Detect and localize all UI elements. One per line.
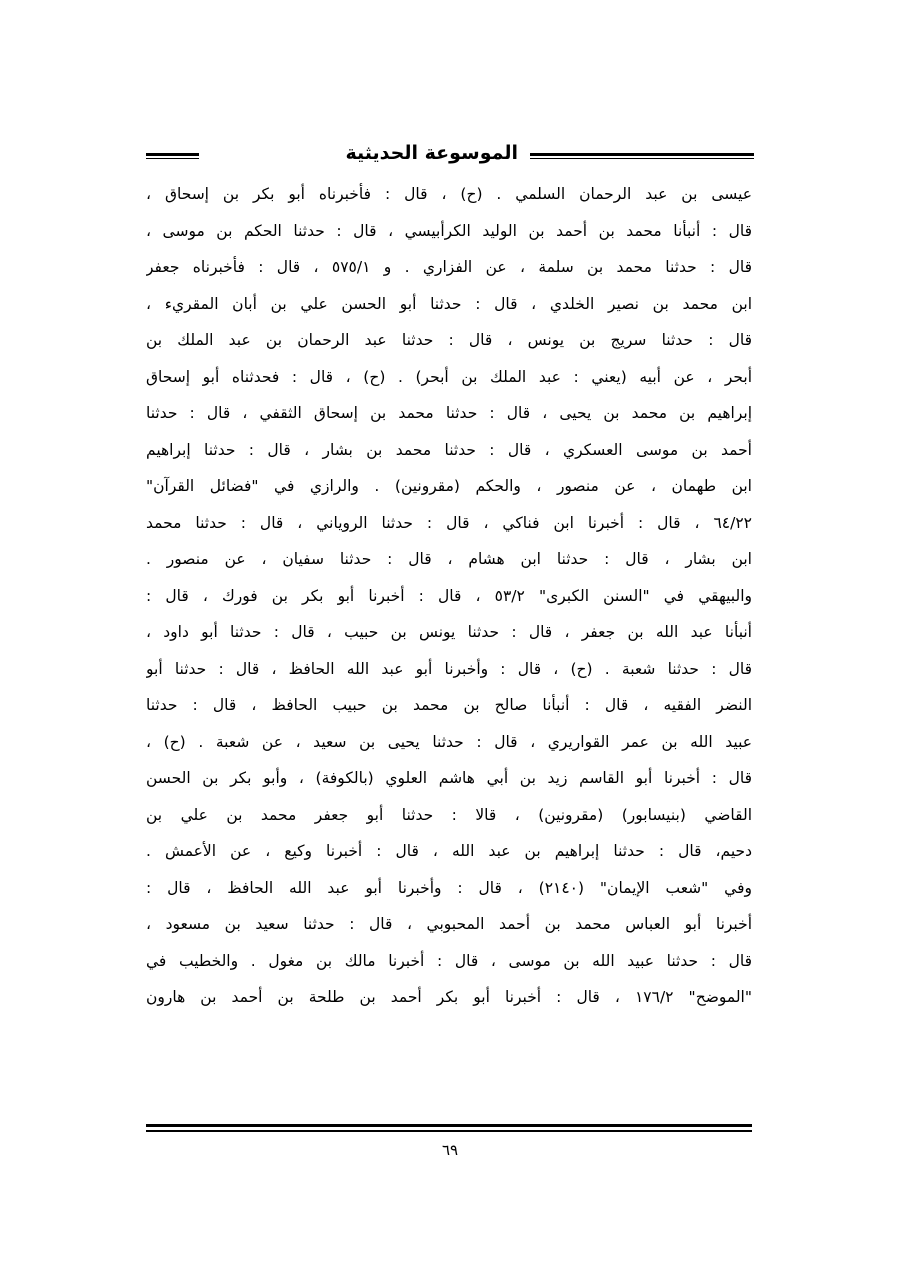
text-line: قال : أنبأنا محمد بن أحمد بن الوليد الكرأبيسي ، قال : حدثنا الحكم بن موسى ، (146, 221, 752, 240)
page-header (144, 138, 754, 174)
text-line: قال : حدثنا شعبة . (ح) ، قال : وأخبرنا أبو عبد الله الحافظ ، قال : حدثنا أبو (146, 659, 752, 678)
text-line: ابن محمد بن نصير الخلدي ، قال : حدثنا أبو الحسن علي بن أبان المقريء ، (146, 294, 752, 313)
text-line: والبيهقي في "السنن الكبرى" ٥٣/٢ ، قال : أخبرنا أبو بكر بن فورك ، قال : (146, 586, 752, 605)
page-number: ٦٩ (441, 1141, 459, 1159)
text-line: ابن بشار ، قال : حدثنا ابن هشام ، قال : حدثنا سفيان ، عن منصور . (146, 550, 752, 568)
text-line: ٦٤/٢٢ ، قال : أخبرنا ابن فناكي ، قال : حدثنا الروياني ، قال : حدثنا محمد (146, 513, 752, 532)
text-line: أخبرنا أبو العباس محمد بن أحمد المحبوبي ، قال : حدثنا سعيد بن مسعود ، (146, 915, 752, 933)
text-line: عبيد الله بن عمر القواريري ، قال : حدثنا يحيى بن سعيد ، عن شعبة . (ح) ، (146, 732, 752, 751)
text-line: أبحر ، عن أبيه (يعني : عبد الملك بن أبحر) . (ح) ، قال : فحدثناه أبو إسحاق (146, 367, 752, 386)
text-line: ابن طهمان ، عن منصور ، والحكم (مقرونين) . والرازي في "فضائل القرآن" (146, 477, 752, 495)
body-text (146, 176, 752, 1016)
text-line: قال : حدثنا محمد بن سلمة ، عن الفزاري . و ٥٧٥/١ ، قال : فأخبرناه جعفر (146, 258, 752, 276)
text-line: إبراهيم بن محمد بن يحيى ، قال : حدثنا محمد بن إسحاق الثقفي ، قال : حدثنا (146, 404, 752, 422)
header-rule-right (530, 153, 754, 159)
text-line: القاضي (بنيسابور) (مقرونين) ، قالا : حدثنا أبو جعفر محمد بن علي بن (146, 805, 752, 824)
text-line: قال : حدثنا سريج بن يونس ، قال : حدثنا عبد الرحمان بن عبد الملك بن (146, 331, 752, 349)
text-line: وفي "شعب الإيمان" (٢١٤٠) ، قال : وأخبرنا أبو عبد الله الحافظ ، قال : (146, 878, 752, 897)
text-line: أحمد بن موسى العسكري ، قال : حدثنا محمد بن بشار ، قال : حدثنا إبراهيم (146, 440, 752, 459)
text-line: قال : أخبرنا أبو القاسم زيد بن أبي هاشم العلوي (بالكوفة) ، وأبو بكر بن الحسن (146, 769, 752, 787)
footer-rule (146, 1124, 752, 1132)
page-title: الموسوعة الحديثية (345, 142, 518, 164)
text-line: "الموضح" ١٧٦/٢ ، قال : أخبرنا أبو بكر أحمد بن طلحة بن أحمد بن هارون (146, 988, 752, 1006)
text-line: أنبأنا عبد الله بن جعفر ، قال : حدثنا يونس بن حبيب ، قال : حدثنا أبو داود ، (146, 623, 752, 641)
header-rule-left (146, 153, 199, 159)
text-line: دحيم، قال : حدثنا إبراهيم بن عبد الله ، قال : أخبرنا وكيع ، عن الأعمش . (146, 842, 752, 860)
text-line: قال : حدثنا عبيد الله بن موسى ، قال : أخبرنا مالك بن مغول . والخطيب في (146, 951, 752, 970)
text-line: عيسى بن عبد الرحمان السلمي . (ح) ، قال : فأخبرناه أبو بكر بن إسحاق ، (146, 185, 752, 203)
text-line: النضر الفقيه ، قال : أنبأنا صالح بن محمد بن حبيب الحافظ ، قال : حدثنا (146, 696, 752, 714)
